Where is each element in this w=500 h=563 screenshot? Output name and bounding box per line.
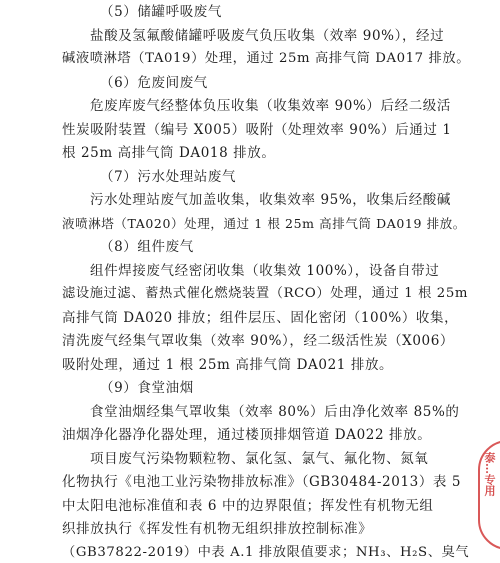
paragraph-line: 污水处理站废气加盖收集，收集效率 95%，收集后经酸碱 [90,192,451,209]
paragraph-line: 项目废气污染物颗粒物、氯化氢、氯气、氟化物、氮氧 [90,450,429,467]
heading-hazardous-waste-exhaust: （6）危废间废气 [100,74,208,91]
paragraph-line: 危废库废气经整体负压收集（收集效率 90%）后经二级活 [90,98,451,115]
paragraph-line: 中太阳电池标准值和表 6 中的边界限值；挥发性有机物无组 [62,497,434,514]
paragraph-line: （GB37822-2019）中表 A.1 排放限值要求；NH₃、H₂S、臭气 [62,545,470,560]
paragraph-line: 液喷淋塔（TA020）处理，通过 1 根 25m 高排气筒 DA019 排放。 [62,215,466,231]
red-seal-stamp [478,440,500,550]
paragraph-line: 盐酸及氢氟酸储罐呼吸废气负压收集（效率 90%），经过 [90,27,445,44]
paragraph-line: 组件焊接废气经密闭收集（收集效 100%），设备自带过 [90,262,440,279]
paragraph-line: 清洗废气经集气罩收集（效率 90%），经二级活性炭（X006） [62,333,455,350]
heading-wastewater-station-exhaust: （7）污水处理站废气 [100,168,237,185]
paragraph-line: 食堂油烟经集气罩收集（效率 80%）后由净化效率 85%的 [90,403,460,420]
paragraph-line: 滤设施过滤、蓄热式催化燃烧装置（RCO）处理，通过 1 根 25m [62,286,469,302]
paragraph-line: 织排放执行《挥发性有机物无组织排放控制标准》 [62,521,373,538]
heading-storage-tank-exhaust: （5）储罐呼吸废气 [100,4,222,20]
paragraph-line: 吸附处理，通过 1 根 25m 高排气筒 DA021 排放。 [62,356,394,373]
paragraph-line: 化物执行《电池工业污染物排放标准》（GB30484-2013）表 5 [62,474,462,491]
paragraph-line: 高排气筒 DA020 排放；组件层压、固化密闭（100%）收集， [62,309,459,326]
paragraph-line: 油烟净化器净化器处理，通过楼顶排烟管道 DA022 排放。 [62,427,432,444]
paragraph-line: 性炭吸附装置（编号 X005）吸附（处理效率 90%）后通过 1 [62,121,452,138]
paragraph-line: 碱液喷淋塔（TA019）处理，通过 25m 高排气筒 DA017 排放。 [62,51,471,67]
heading-module-exhaust: （8）组件废气 [100,239,194,256]
stamp-text: 泰…专用 [483,452,496,496]
paragraph-line: 根 25m 高排气筒 DA018 排放。 [62,145,276,162]
heading-canteen-fumes: （9）食堂油烟 [100,380,194,397]
